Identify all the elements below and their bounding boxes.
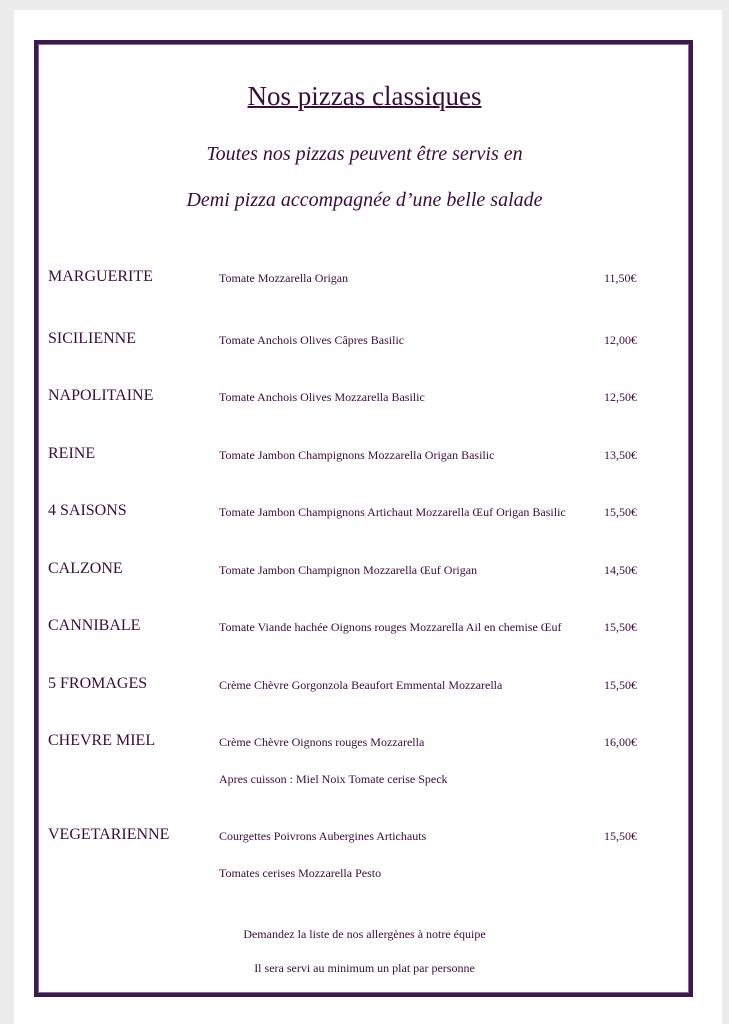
pizza-ingredients: Tomate Mozzarella Origan: [219, 271, 349, 285]
pizza-name: 4 SAISONS: [48, 502, 127, 519]
pizza-ingredients-extra: Apres cuisson : Miel Noix Tomate cerise Speck: [219, 772, 448, 786]
subtitle-line-1: Toutes nos pizzas peuvent être servis en: [206, 143, 523, 165]
allergen-notice: Demandez la liste de nos allergènes à notre équipe: [243, 927, 486, 941]
pizza-ingredients-extra: Tomates cerises Mozzarella Pesto: [219, 866, 382, 880]
pizza-name: SICILIENNE: [48, 330, 136, 347]
pizza-name: CHEVRE MIEL: [48, 732, 156, 749]
pizza-ingredients: Tomate Jambon Champignons Artichaut Mozzarella Œuf Origan Basilic: [219, 505, 566, 519]
pizza-ingredients: Tomate Anchois Olives Mozzarella Basilic: [219, 390, 425, 404]
pizza-name: VEGETARIENNE: [48, 826, 170, 843]
pizza-ingredients: Tomate Jambon Champignon Mozzarella Œuf Origan: [219, 563, 478, 577]
pizza-name: NAPOLITAINE: [48, 387, 154, 404]
pizza-price: 15,50€: [604, 505, 637, 519]
pizza-name: 5 FROMAGES: [48, 675, 148, 692]
pizza-name: REINE: [48, 445, 96, 462]
pizza-ingredients: Tomate Viande hachée Oignons rouges Mozzarella Ail en chemise Œuf: [219, 620, 562, 634]
pizza-ingredients: Courgettes Poivrons Aubergines Artichauts: [219, 829, 427, 843]
minimum-order-notice: Il sera servi au minimum un plat par personne: [254, 961, 475, 975]
pizza-price: 12,50€: [604, 390, 637, 404]
pizza-price: 12,00€: [604, 333, 637, 347]
pizza-price: 15,50€: [604, 829, 637, 843]
pizza-price: 13,50€: [604, 448, 637, 462]
pizza-name: MARGUERITE: [48, 268, 153, 285]
pizza-price: 15,50€: [604, 678, 637, 692]
pizza-name: CALZONE: [48, 560, 123, 577]
pizza-ingredients: Tomate Anchois Olives Câpres Basilic: [219, 333, 405, 347]
pizza-ingredients: Tomate Jambon Champignons Mozzarella Origan Basilic: [219, 448, 495, 462]
pizza-price: 16,00€: [604, 735, 637, 749]
subtitle-line-2: Demi pizza accompagnée d’une belle salade: [186, 189, 543, 211]
pizza-name: CANNIBALE: [48, 617, 141, 634]
page-title: Nos pizzas classiques: [247, 81, 482, 111]
pizza-price: 14,50€: [604, 563, 637, 577]
pizza-ingredients: Crème Chèvre Gorgonzola Beaufort Emmental Mozzarella: [219, 678, 503, 692]
pizza-price: 15,50€: [604, 620, 637, 634]
pizza-ingredients: Crème Chèvre Oignons rouges Mozzarella: [219, 735, 425, 749]
pizza-price: 11,50€: [604, 271, 637, 285]
